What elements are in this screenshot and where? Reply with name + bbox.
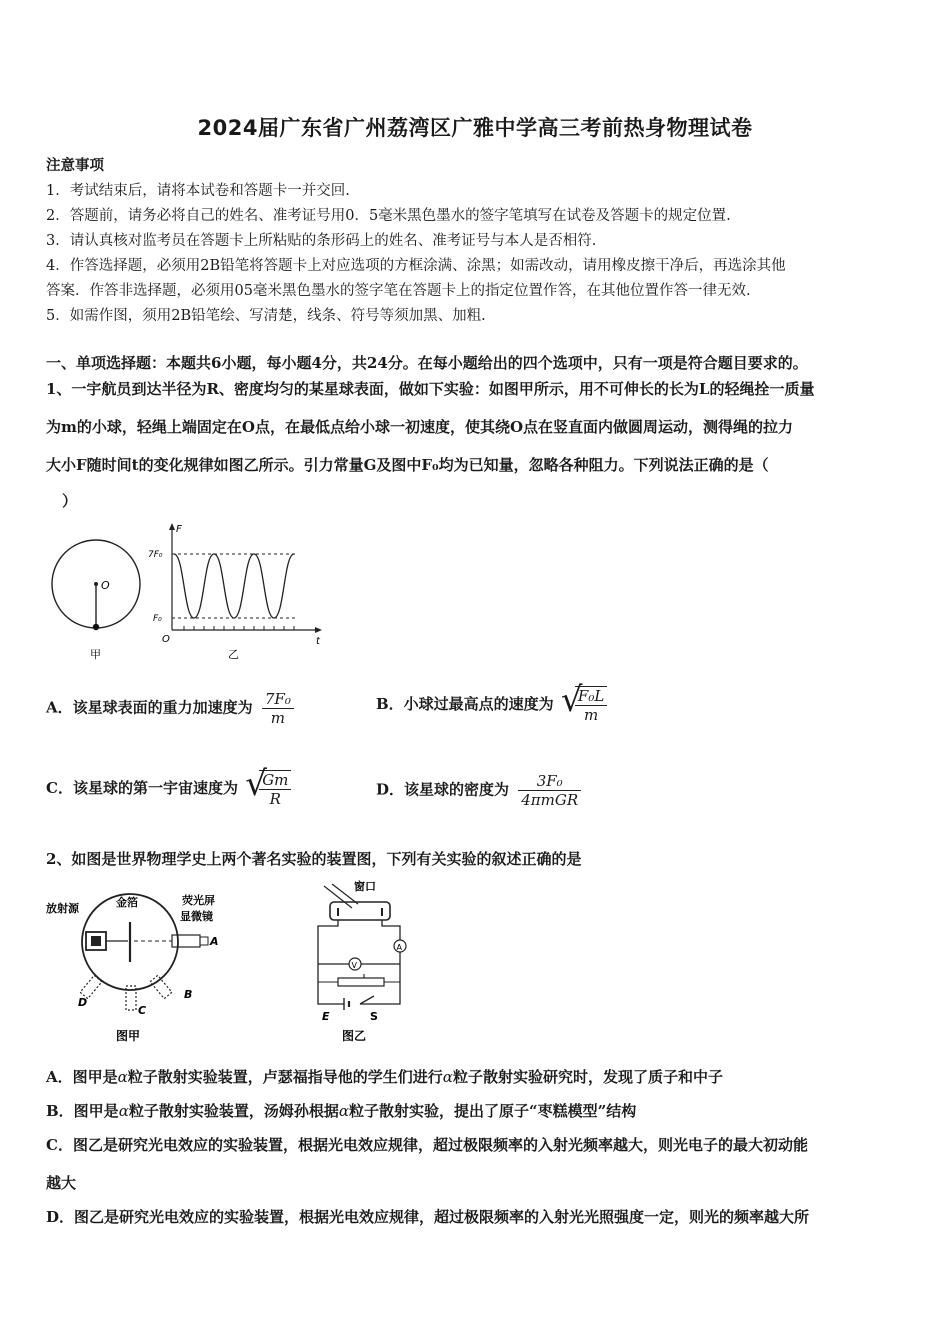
- q1-stem-line: 1、一宇航员到达半径为R、密度均匀的某星球表面，做如下实验：如图甲所示，用不可伸长的长为L的轻绳拴一质量: [46, 380, 815, 398]
- circuit-wire: [318, 920, 400, 1004]
- formula-fraction: $\frac{\text{3F₀}}{\text{4πmGR}}$: [518, 772, 581, 809]
- alpha-symbol: α: [442, 1068, 453, 1086]
- notice-item: 3．请认真核对监考员在答题卡上所粘贴的条形码上的姓名、准考证号与本人是否相符.: [46, 233, 597, 249]
- q2-option-b: B．图甲是α粒子散射实验装置，汤姆孙根据α粒子散射实验，提出了原子“枣糕模型”结构: [46, 1102, 637, 1120]
- label-source: 放射源: [46, 902, 79, 915]
- section-heading: 一、单项选择题：本题共6小题，每小题4分，共24分。在每小题给出的四个选项中，只有一项是符合题目要求的。: [46, 354, 808, 372]
- formula-sqrt: √ $\frac{Gm}{R}$: [245, 770, 291, 808]
- figure-caption-right: 图乙: [342, 1029, 367, 1043]
- label-microscope: 显微镜: [180, 910, 213, 923]
- notice-item: 5．如需作图，须用2B铅笔绘、写清楚，线条、符号等须加黑、加粗.: [46, 308, 486, 324]
- x-axis-arrow: [315, 627, 322, 633]
- q2-option-d: D．图乙是研究光电效应的实验装置，根据光电效应规律，超过极限频率的入射光光照强度一定，则光的频率越大所: [46, 1208, 810, 1226]
- q1-option-a: [46, 690, 294, 727]
- label-b: B: [184, 988, 193, 1001]
- q1-option-d: [376, 772, 581, 809]
- microscope-a: [172, 935, 200, 947]
- option-text: B．小球过最高点的速度为: [376, 695, 554, 713]
- voltmeter-label: V: [351, 961, 357, 970]
- q1-option-b: [376, 680, 607, 724]
- formula-fraction: $\frac{\text{7F₀}}{m}$: [262, 690, 294, 727]
- pivot-point: [94, 582, 98, 586]
- notice-item: 答案．作答非选择题，必须用05毫米黑色墨水的签字笔在答题卡上的指定位置作答，在其他位置作答一律无效.: [46, 283, 751, 299]
- q1-stem-line: ）: [62, 492, 78, 510]
- label-a: A: [210, 935, 219, 948]
- notice-heading: 注意事项: [46, 157, 104, 174]
- q1-option-c: [46, 764, 291, 808]
- ammeter-label: A: [396, 943, 402, 952]
- figure-caption-left: 甲: [90, 648, 101, 660]
- q2-figure-right: [304, 878, 414, 1050]
- figure-caption-left: 图甲: [116, 1029, 141, 1043]
- q2-option-c: C．图乙是研究光电效应的实验装置，根据光电效应规律，超过极限频率的入射光频率越大，则光电子的最大初动能: [46, 1136, 808, 1154]
- source-inner: [91, 936, 101, 946]
- option-text: A．该星球表面的重力加速度为: [46, 698, 253, 717]
- alpha-symbol: α: [338, 1102, 349, 1120]
- y-axis-label: F: [176, 524, 182, 535]
- tick-label-top: 7F₀: [148, 550, 163, 560]
- figure-caption-right: 乙: [228, 648, 239, 660]
- ball-icon: [93, 624, 99, 630]
- q2-figure-left: [44, 880, 234, 1050]
- q2-option-c-cont: 越大: [46, 1174, 77, 1192]
- origin-label: O: [162, 634, 170, 645]
- x-axis-label: t: [316, 636, 320, 647]
- q1-figure: [46, 520, 336, 660]
- label-screen: 荧光屏: [182, 894, 215, 907]
- rheostat: [338, 978, 384, 986]
- formula-sqrt: √ $\frac{\text{F₀L}}{m}$: [561, 686, 607, 724]
- alpha-symbol: α: [117, 1068, 128, 1086]
- notice-item: 1．考试结束后，请将本试卷和答题卡一并交回.: [46, 183, 350, 199]
- force-curve: [174, 554, 294, 618]
- notice-item: 2．答题前，请务必将自己的姓名、准考证号用0．5毫米黑色墨水的签字笔填写在试卷及答题卡的规定位置.: [46, 208, 731, 224]
- label-c: C: [138, 1004, 147, 1017]
- label-foil: 金箔: [116, 896, 138, 909]
- y-axis-arrow: [169, 523, 175, 530]
- q1-stem-line: 为m的小球，轻绳上端固定在O点，在最低点给小球一初速度，使其绕O点在竖直面内做圆周运动，测得绳的拉力: [46, 418, 794, 436]
- q2-option-a: A．图甲是α粒子散射实验装置，卢瑟福指导他的学生们进行α粒子散射实验研究时，发现了质子和中子: [46, 1068, 723, 1086]
- label-d: D: [78, 996, 88, 1009]
- label-e: E: [322, 1010, 330, 1023]
- notice-item: 4．作答选择题，必须用2B铅笔将答题卡上对应选项的方框涂满、涂黑；如需改动，请用橡皮擦干净后，再选涂其他: [46, 258, 786, 274]
- label-window: 窗口: [354, 880, 376, 893]
- q1-stem-line: 大小F随时间t的变化规律如图乙所示。引力常量G及图中F₀均为已知量，忽略各种阻力。下列说法正确的是（: [46, 456, 769, 474]
- alpha-symbol: α: [118, 1102, 129, 1120]
- q2-stem: 2、如图是世界物理学史上两个著名实验的装置图，下列有关实验的叙述正确的是: [46, 850, 582, 868]
- label-s: S: [370, 1010, 378, 1023]
- microscope-a-tube: [200, 937, 208, 945]
- page-title: 2024届广东省广州荔湾区广雅中学高三考前热身物理试卷: [197, 116, 753, 140]
- pivot-label: O: [101, 579, 110, 592]
- switch-icon: [360, 996, 374, 1004]
- option-text: C．该星球的第一宇宙速度为: [46, 779, 238, 797]
- option-text: D．该星球的密度为: [376, 780, 510, 799]
- tick-label-bottom: F₀: [153, 614, 162, 624]
